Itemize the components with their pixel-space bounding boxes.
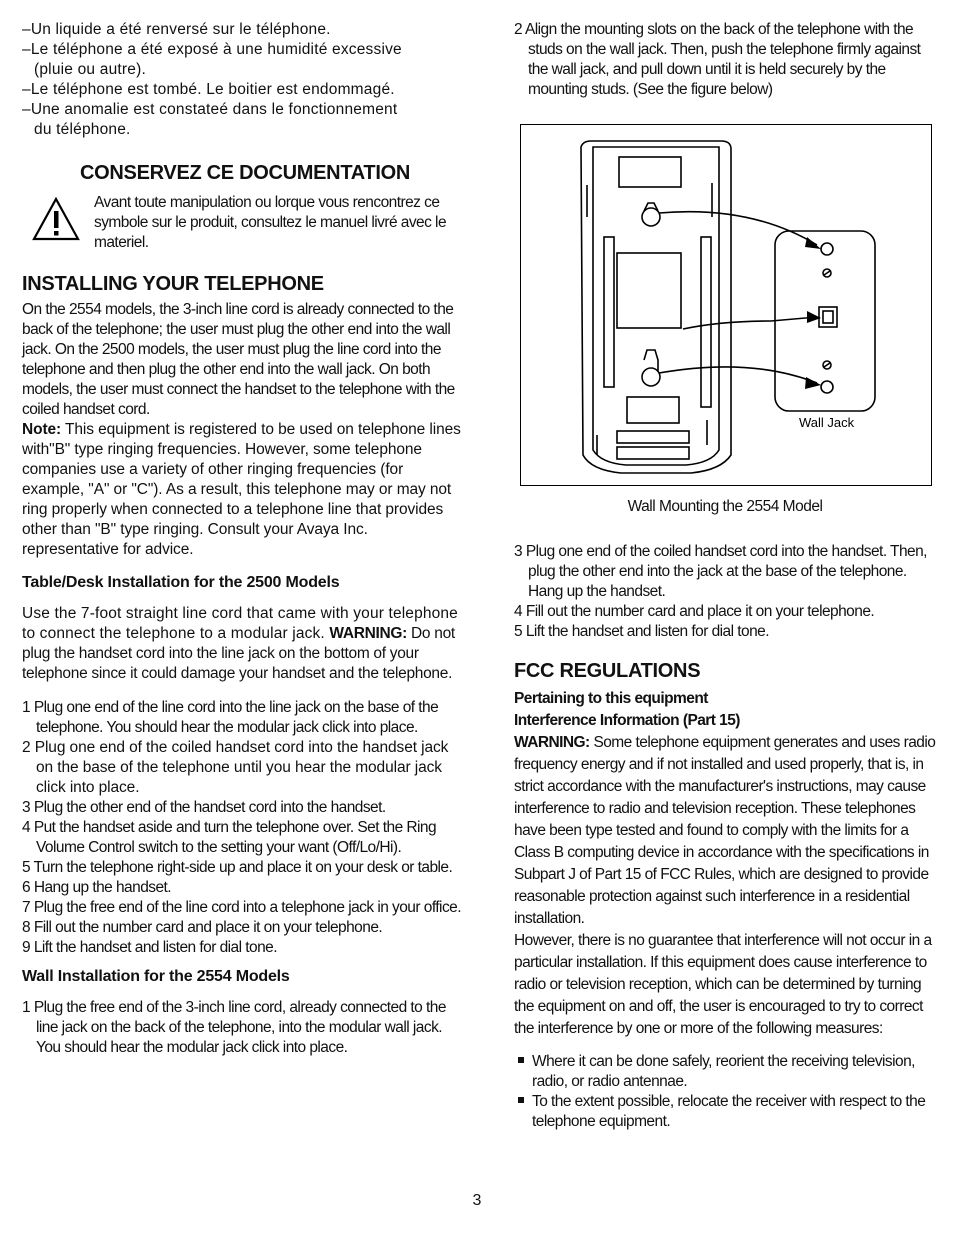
fcc-bullets — [514, 1052, 936, 1132]
left-column — [22, 20, 464, 1058]
warning-label: WARNING: — [329, 625, 408, 642]
wall-jack-label: Wall Jack — [799, 415, 855, 430]
warning-text: Do not plug the handset cord into the line jack on the bottom of your telephone since it could damage your handset and the telephone. — [22, 625, 455, 682]
telephone-wall-jack-illustration — [521, 125, 931, 485]
table-text-body: Use the 7-foot straight line cord that came with your telephone to connect the telephone to a modular jack. — [22, 605, 458, 642]
note-paragraph — [22, 420, 464, 560]
conservez-text: Avant toute manipulation ou lorque vous rencontrez ce symbole sur le produit, consultez le manuel livré avec le materiel. — [94, 194, 447, 251]
wall-heading: Wall Installation for the 2554 Models — [22, 968, 290, 985]
bullet-icon — [518, 1097, 524, 1103]
warning-triangle-icon — [32, 197, 80, 241]
list-item: 1 Plug the free end of the 3-inch line cord, already connected to the line jack on the back of the telephone, into the modular wall jack. You should hear the modular jack click into place. — [22, 999, 446, 1056]
installing-heading: INSTALLING YOUR TELEPHONE — [22, 273, 324, 295]
fcc-warning-label: WARNING: — [514, 734, 590, 751]
list-item: 8 Fill out the number card and place it on your telephone. — [22, 919, 383, 936]
conservez-heading: CONSERVEZ CE DOCUMENTATION — [80, 162, 410, 184]
note-label: Note: — [22, 421, 62, 438]
bullet-icon — [518, 1057, 524, 1063]
warning-block — [32, 193, 464, 253]
right-column — [514, 20, 936, 1132]
list-item: 1 Plug one end of the line cord into the line jack on the base of the telephone. You should hear the modular jack click into place. — [22, 699, 439, 736]
list-item: 4 Fill out the number card and place it on your telephone. — [514, 603, 875, 620]
fcc-warning-paragraph — [514, 732, 936, 930]
bullet-text: Where it can be done safely, reorient the receiving television, radio, or radio antennae. — [532, 1053, 915, 1090]
intro-line: –Un liquide a été renversé sur le téléphone. — [22, 21, 331, 38]
page-number: 3 — [472, 1192, 482, 1209]
bullet-text: To the extent possible, relocate the receiver with respect to the telephone equipment. — [532, 1093, 926, 1130]
list-item: 3 Plug the other end of the handset cord into the handset. — [22, 799, 386, 816]
steps-after — [514, 542, 936, 642]
intro-line: (pluie ou autre). — [34, 61, 146, 78]
intro-line: –Une anomalie est constateé dans le fonctionnement — [22, 101, 398, 118]
list-item: 3 Plug one end of the coiled handset cord into the handset. Then, plug the other end into the jack at the base of the telephone. Hang up the handset. — [514, 543, 927, 600]
list-item: 4 Put the handset aside and turn the telephone over. Set the Ring Volume Control switch to the setting your want (Off/Lo/Hi). — [22, 819, 437, 856]
fcc-sub1: Pertaining to this equipment — [514, 690, 708, 707]
fcc-para2: However, there is no guarantee that interference will not occur in a particular installation. If this equipment does cause interference to radio or television reception, which can be determined by turning the equipment on and off, the user is encouraged to try to correct the interference by one or more of the following measures: — [514, 932, 932, 1037]
figure-caption: Wall Mounting the 2554 Model — [627, 498, 823, 515]
fcc-warning-text: Some telephone equipment generates and uses radio frequency energy and if not installed and used properly, that is, in strict accordance with the manufacturer's instructions, may cause interference to radio and television reception. These telephones have been type tested and found to comply with the limits for a Class B computing device in accordance with the specifications in Subpart J of Part 15 of FCC Rules, which are designed to provide reasonable protection against such interference in a residential installation. — [514, 734, 936, 927]
fcc-heading: FCC REGULATIONS — [514, 660, 701, 682]
list-item: 5 Turn the telephone right-side up and place it on your desk or table. — [22, 859, 453, 876]
list-item: 6 Hang up the handset. — [22, 879, 172, 896]
list-item: 5 Lift the handset and listen for dial tone. — [514, 623, 769, 640]
table-heading: Table/Desk Installation for the 2500 Models — [22, 574, 340, 591]
list-item — [518, 1052, 936, 1092]
note-text: This equipment is registered to be used on telephone lines with"B" type ringing frequencies. However, some telephone companies use a variety of other ringing frequencies (for example, "A" or "C"). As a result, this telephone may or may not ring properly when connected to a telephone line that provides other than "B" type ringing. Consult your Avaya Inc. representative for advice. — [22, 421, 461, 558]
list-item: 7 Plug the free end of the line cord into a telephone jack in your office. — [22, 899, 461, 916]
fcc-sub2: Interference Information (Part 15) — [514, 712, 740, 729]
intro-list — [22, 20, 464, 140]
table-steps — [22, 698, 464, 958]
installing-text: On the 2554 models, the 3-inch line cord is already connected to the back of the telephone; the user must plug the other end into the wall jack. On the 2500 models, the user must plug the line cord into the telephone and then plug the other end into the wall jack. On both models, the user must connect the handset to the telephone with the coiled handset cord. — [22, 301, 455, 418]
table-text — [22, 604, 464, 684]
list-item: 9 Lift the handset and listen for dial tone. — [22, 939, 277, 956]
wall-mount-figure — [520, 124, 932, 486]
intro-line: –Le téléphone a été exposé à une humidité excessive — [22, 41, 402, 58]
list-item: 2 Align the mounting slots on the back of the telephone with the studs on the wall jack. Then, push the telephone firmly against the wall jack, and pull down until it is held securely by the mounting studs. (See the figure below) — [514, 21, 921, 98]
intro-line: –Le téléphone est tombé. Le boitier est endommagé. — [22, 81, 395, 98]
intro-line: du téléphone. — [34, 121, 131, 138]
list-item: 2 Plug one end of the coiled handset cord into the handset jack on the base of the telephone until you hear the modular jack click into place. — [22, 739, 449, 796]
list-item — [518, 1092, 936, 1132]
